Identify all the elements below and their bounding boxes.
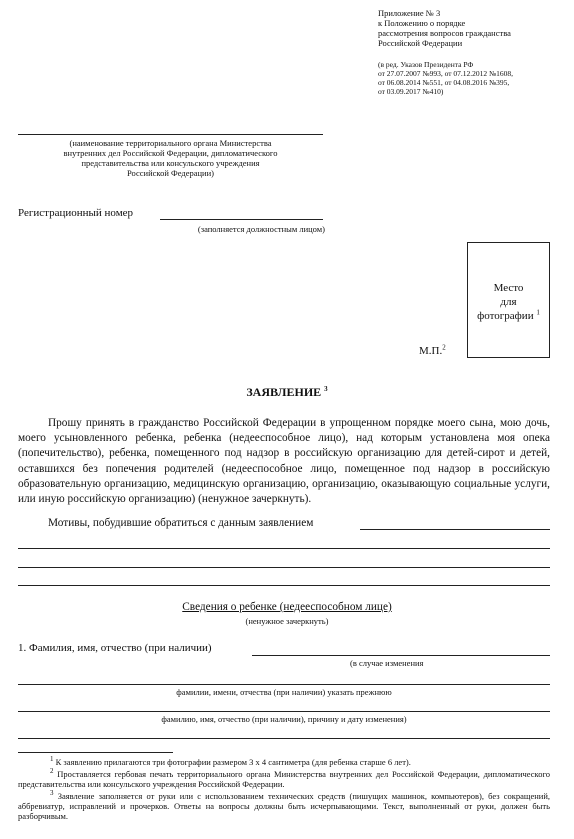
section-note: (ненужное зачеркнуть) [245, 616, 329, 626]
photo-label-line: Место [493, 282, 524, 294]
footnote-ref: 1 [50, 755, 54, 764]
photo-label-line: для [500, 296, 517, 308]
stamp-label [419, 345, 446, 358]
photo-label-line: фотографии [477, 310, 534, 322]
footnote-separator [18, 752, 173, 753]
footnote-ref: 1 [536, 308, 540, 317]
org-caption [18, 138, 323, 178]
footnote-text: К заявлению прилагаются три фотографии размером 3 x 4 сантиметра (для ребенка старше 6 лет). [55, 757, 411, 767]
footnotes [18, 757, 550, 821]
footnote-ref: 2 [442, 343, 446, 352]
org-caption-line: представительства или консульского учреждения [81, 158, 260, 168]
edit-line: от 06.08.2014 №551, от 04.08.2016 №395, [378, 78, 510, 87]
org-name-line[interactable] [18, 134, 323, 135]
title-text: ЗАЯВЛЕНИЕ [246, 385, 322, 399]
registration-label: Регистрационный номер [18, 207, 134, 219]
stamp-text: М.П. [419, 345, 443, 357]
appendix-line4: Российской Федерации [378, 38, 463, 48]
footnote-ref: 3 [324, 385, 328, 393]
footnote-2 [18, 769, 550, 789]
footnote-text: Заявление заполняется от руки или с использованием технических средств (пишущих машинок, компьютеров), без сокращений, аббревиатур, исправлений и прочерков. Ответы на вопросы должны быть исчерпывающими. Текст, выполненный от руки, должен быть разборчивым. [18, 791, 551, 821]
body-paragraph: Прошу принять в гражданство Российской Федерации в упрощенном порядке моего сына, мою дочь, моего усыновленного ребенка, ребенка (недееспособное лицо), над которым установлена моя опека (попечительство), ребенка, помещенного под надзор в российскую организацию для детей-сирот и детей, оставшихся без попечения родителей (недееспособное лицо, помещенное под надзор в российскую образовательную организацию, медицинскую организацию, организацию, оказывающую социальные услуги, или иную российскую организацию) (ненужное зачеркнуть). [18, 417, 550, 506]
photo-box [467, 242, 550, 358]
field1-note3: фамилию, имя, отчество (при наличии), причину и дату изменения) [161, 714, 407, 724]
document-title [0, 385, 574, 400]
field1-line[interactable] [18, 711, 550, 712]
appendix-title: Приложение № 3 [378, 8, 441, 18]
registration-number-field[interactable] [160, 219, 323, 220]
field1-line[interactable] [18, 738, 550, 739]
appendix-edits [378, 60, 568, 96]
appendix-header [378, 8, 568, 48]
org-caption-line: внутренних дел Российской Федерации, дипломатического [63, 148, 278, 158]
footnote-text: Проставляется гербовая печать территориального органа Министерства внутренних дел Российской Федерации, дипломатического представительства или консульского учреждения Российской Федерации. [18, 769, 551, 789]
motives-line[interactable] [18, 548, 550, 549]
field1-label: 1. Фамилия, имя, отчество (при наличии) [18, 642, 212, 654]
footnote-3 [18, 791, 550, 821]
motives-label: Мотивы, побудившие обратиться с данным заявлением [48, 517, 314, 529]
section-title [0, 601, 574, 613]
field1-input[interactable] [252, 655, 550, 656]
motives-line[interactable] [18, 567, 550, 568]
appendix-line2: к Положению о порядке [378, 18, 466, 28]
section-title-text: Сведения о ребенке (недееспособном лице) [182, 601, 392, 613]
motives-field[interactable] [360, 529, 550, 530]
field1-line[interactable] [18, 684, 550, 685]
footnote-1 [18, 757, 550, 767]
footnote-ref: 3 [50, 789, 54, 798]
field1-note2: фамилии, имени, отчества (при наличии) указать прежнюю [176, 687, 392, 697]
registration-note: (заполняется должностным лицом) [197, 224, 325, 234]
edit-line: (в ред. Указов Президента РФ [378, 60, 474, 69]
edit-line: от 03.09.2017 №410) [378, 87, 444, 96]
edit-line: от 27.07.2007 №993, от 07.12.2012 №1608, [378, 69, 514, 78]
photo-label [468, 281, 549, 323]
footnote-ref: 2 [50, 767, 54, 776]
field1-note-right: (в случае изменения [350, 658, 424, 668]
appendix-line3: рассмотрения вопросов гражданства [378, 28, 511, 38]
org-caption-line: Российской Федерации) [127, 168, 214, 178]
motives-line[interactable] [18, 585, 550, 586]
org-caption-line: (наименование территориального органа Министерства [69, 138, 272, 148]
